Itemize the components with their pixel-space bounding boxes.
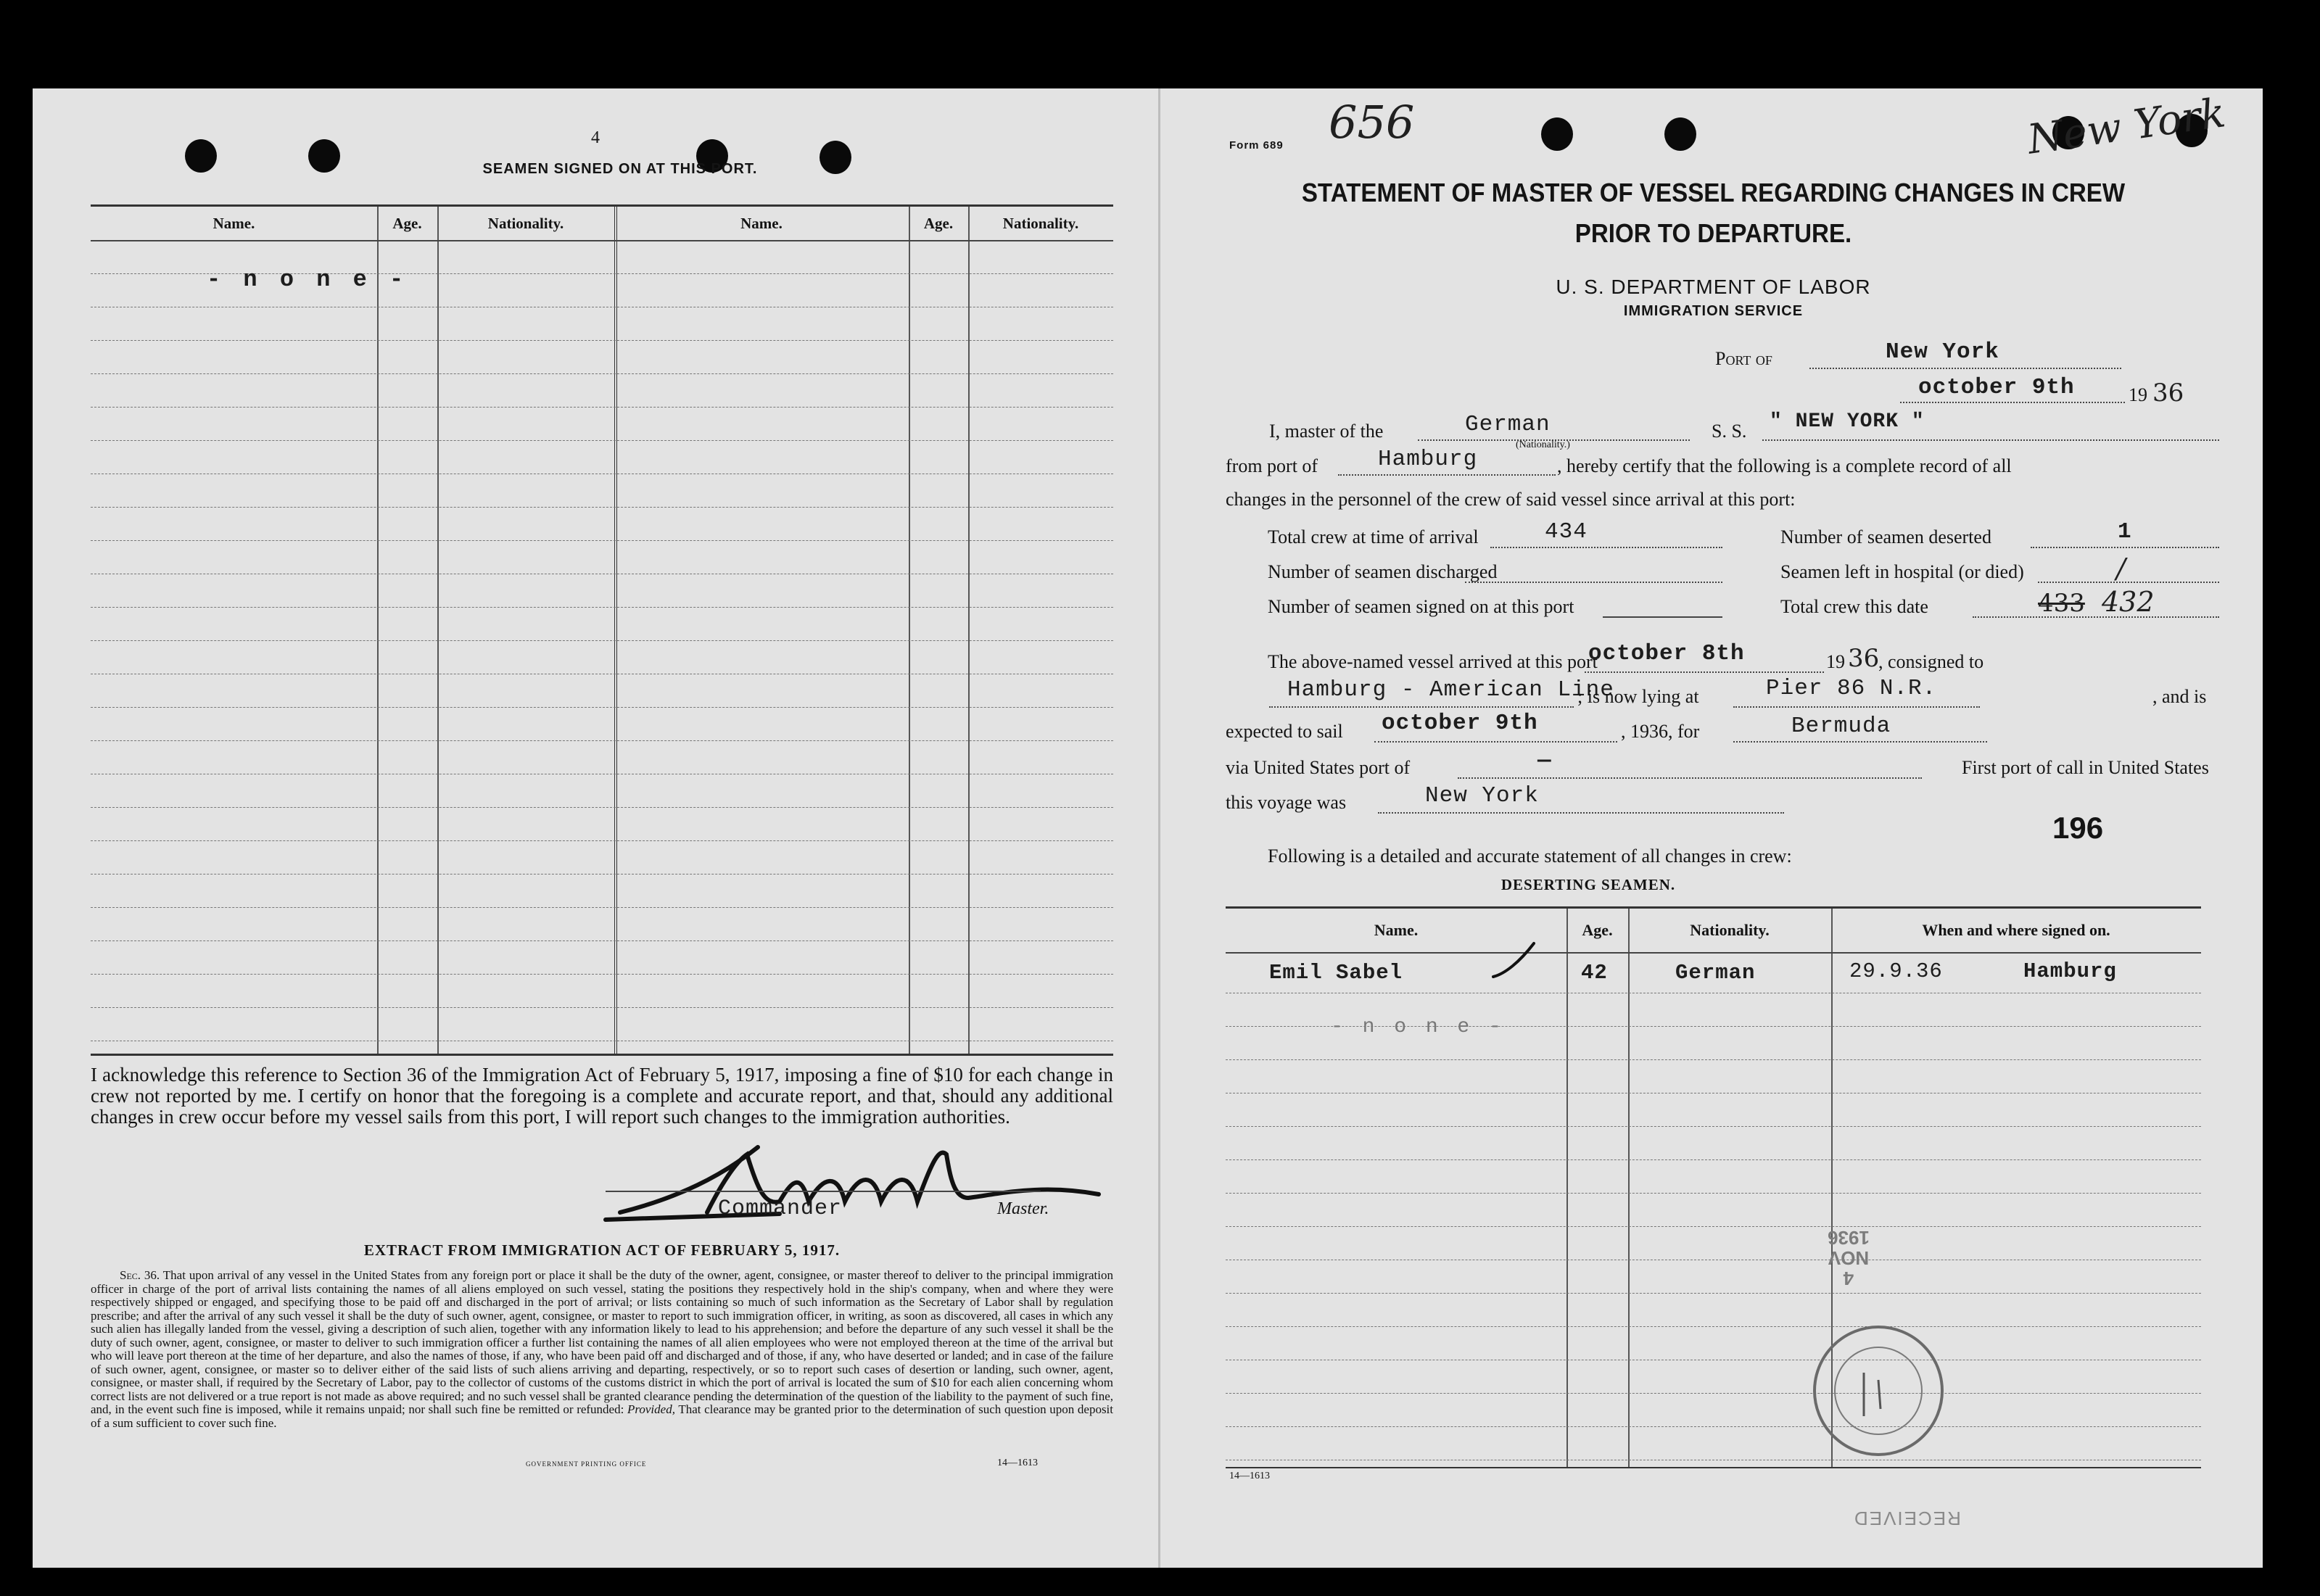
from-port-value: Hamburg	[1378, 447, 1478, 472]
table-rule-line	[91, 974, 1113, 975]
header-name: Name.	[614, 207, 909, 241]
port-of-line	[1809, 368, 2121, 369]
extract-proviso-lead: Provided,	[627, 1402, 675, 1416]
following-text: Following is a detailed and accurate statement of all changes in crew:	[1268, 845, 1792, 867]
official-seal-stamp	[1795, 1315, 1962, 1460]
extract-section: Sec. 36.	[120, 1268, 160, 1282]
title-line-1: STATEMENT OF MASTER OF VESSEL REGARDING CHANGES IN CREW	[1301, 178, 2126, 207]
table-rule-line	[91, 607, 1113, 608]
form-label: Form 689	[1229, 139, 1284, 152]
checkmark-icon	[1490, 940, 1541, 984]
header-nationality: Nationality.	[968, 207, 1113, 241]
header-nationality: Nationality.	[437, 207, 614, 241]
table-row	[1226, 956, 2201, 993]
consigned-text: , consigned to	[1878, 651, 1984, 672]
header-nationality: Nationality.	[1628, 909, 1831, 954]
table-rule-line	[91, 340, 1113, 341]
handwritten-number: 656	[1329, 96, 1415, 149]
table-rule-line	[1226, 1293, 2201, 1294]
left-page	[33, 88, 1160, 1568]
table-rule-line	[91, 540, 1113, 541]
table-rule-line	[1226, 1059, 2201, 1060]
hospital-line	[2038, 582, 2219, 583]
header-name: Name.	[1226, 909, 1566, 954]
table-rule-line	[91, 1007, 1113, 1008]
deserting-seamen-table	[1226, 906, 2201, 1468]
column-divider	[377, 207, 379, 1054]
via-text: via United States port of	[1226, 757, 1411, 778]
stamp-year: 1936	[1828, 1227, 1870, 1249]
department: U. S. DEPARTMENT OF LABOR	[1556, 276, 1871, 298]
none-entry: - n o n e -	[207, 266, 408, 293]
table-rule-line	[91, 840, 1113, 841]
total-crew-date-value: 432	[2102, 586, 2155, 618]
via-value: —	[1537, 748, 1552, 774]
consignee-line	[1269, 706, 1574, 708]
signature-line	[606, 1191, 1041, 1192]
via-line	[1458, 777, 1922, 779]
column-divider	[437, 207, 439, 1054]
extract-proviso: That clearance may be granted prior to the determination of such question upon deposit of a sum sufficient to cover such fine.	[91, 1402, 1114, 1430]
total-crew-arrival-label: Total crew at time of arrival	[1268, 526, 1479, 547]
consignee: Hamburg - American Line	[1287, 677, 1614, 703]
printing-office: GOVERNMENT PRINTING OFFICE	[526, 1460, 647, 1468]
signed-on-line	[1603, 616, 1722, 618]
first-port-text: First port of call in United States	[1962, 757, 2209, 778]
from-port-label: from port of	[1226, 455, 1318, 476]
cell-age: 42	[1581, 961, 1608, 985]
header-age: Age.	[377, 207, 437, 241]
form-title	[1265, 173, 2162, 254]
date-line	[1900, 402, 2125, 403]
sail-year: , 1936, for	[1621, 721, 1700, 742]
table-rule-line	[91, 440, 1113, 441]
destination: Bermuda	[1791, 714, 1891, 739]
deserted-line	[2031, 547, 2219, 548]
page-number: 4	[591, 128, 600, 147]
date-stamp	[1828, 1228, 1870, 1289]
punch-hole	[1664, 117, 1696, 151]
service: IMMIGRATION SERVICE	[1623, 303, 1804, 319]
punch-hole	[1541, 117, 1573, 151]
cell-date: 29.9.36	[1849, 959, 1943, 983]
voyage-line	[1378, 812, 1784, 814]
deserted-value: 1	[2118, 519, 2132, 545]
column-divider	[909, 207, 910, 1054]
arrived-date: october 8th	[1588, 641, 1745, 666]
seamen-signed-on-table	[91, 204, 1113, 1056]
table-rule-line	[91, 507, 1113, 508]
column-divider	[614, 207, 617, 1054]
voyage-value: New York	[1425, 783, 1539, 809]
table-rule-line	[1226, 1393, 2201, 1394]
table-rule-line	[1226, 1126, 2201, 1127]
ship-line	[1762, 439, 2219, 441]
arrived-year-suffix: 36	[1848, 644, 1880, 673]
ship-name: " NEW YORK "	[1770, 410, 1925, 433]
pier: Pier 86 N.R.	[1766, 676, 1937, 701]
table-rule-line	[91, 407, 1113, 408]
port-of-value: New York	[1886, 339, 1999, 365]
pier-line	[1733, 706, 1980, 708]
sail-date: october 9th	[1382, 711, 1538, 736]
table-rule-line	[91, 807, 1113, 808]
hospital-label: Seamen left in hospital (or died)	[1780, 561, 2024, 582]
section-title: SEAMEN SIGNED ON AT THIS PORT.	[482, 161, 758, 177]
discharged-line	[1465, 582, 1722, 583]
date-year-suffix: 36	[2152, 379, 2184, 408]
table-rule-line	[91, 640, 1113, 641]
form-number: 14—1613	[1229, 1471, 1270, 1481]
table-rule-line	[91, 740, 1113, 741]
total-crew-date-line	[1973, 616, 2219, 618]
hospital-value: /	[2116, 553, 2126, 584]
changes-text: changes in the personnel of the crew of said vessel since arrival at this port:	[1226, 489, 1796, 510]
table-rule-line	[1226, 1426, 2201, 1427]
extract-title: EXTRACT FROM IMMIGRATION ACT OF FEBRUARY 5, 1917.	[363, 1241, 841, 1259]
table-rule-line	[91, 707, 1113, 708]
cell-nationality: German	[1675, 961, 1756, 985]
arrived-year-prefix: 19	[1826, 651, 1845, 672]
master-label: I, master of the	[1269, 421, 1384, 442]
date-year-prefix: 19	[2129, 384, 2147, 405]
title-line-2: PRIOR TO DEPARTURE.	[1574, 218, 1852, 248]
handwritten-port: New York	[2024, 89, 2229, 164]
none-entry: - n o n e -	[1331, 1016, 1505, 1038]
master-signature	[591, 1133, 1142, 1227]
header-age: Age.	[1566, 909, 1628, 954]
lying-text: ; is now lying at	[1577, 686, 1699, 707]
deserted-label: Number of seamen deserted	[1780, 526, 1991, 547]
acknowledgment-text: I acknowledge this reference to Section 36 of the Immigration Act of February 5, 1917, imposing a fine of $10 for each change in crew not reported by me. I certify on honor that the foregoing is a complete and accurate report, and that, should any additional changes in crew occur before my vessel sails from this port, I will report such changes to the immigration authorities.	[91, 1064, 1113, 1128]
arrived-line	[1585, 671, 1824, 673]
discharged-label: Number of seamen discharged	[1268, 561, 1498, 582]
expected-text: expected to sail	[1226, 721, 1343, 742]
punch-hole	[820, 141, 851, 174]
ss-label: S. S.	[1712, 421, 1747, 442]
sail-date-line	[1374, 741, 1617, 743]
table-rule-line	[1226, 1193, 2201, 1194]
stamp-month: NOV	[1828, 1247, 1870, 1269]
table-rule-line	[91, 373, 1113, 374]
header-signed-on: When and where signed on.	[1831, 909, 2201, 954]
table-rule-line	[1226, 1326, 2201, 1327]
from-port-line	[1338, 474, 1556, 476]
stamp-day: 4	[1843, 1268, 1854, 1289]
nationality-caption: (Nationality.)	[1516, 439, 1570, 450]
punch-hole	[308, 139, 340, 173]
column-divider	[968, 207, 970, 1054]
table-rule-line	[1226, 1159, 2201, 1160]
right-page	[1160, 88, 2263, 1568]
extract-text	[91, 1269, 1113, 1430]
punch-hole	[185, 139, 217, 173]
voyage-text: this voyage was	[1226, 792, 1347, 813]
table-rule-line	[91, 940, 1113, 941]
cell-name: Emil Sabel	[1269, 961, 1403, 985]
signed-on-label: Number of seamen signed on at this port	[1268, 596, 1574, 617]
destination-line	[1733, 741, 1987, 743]
received-stamp: RECEIVED	[1853, 1508, 1961, 1529]
extract-body: That upon arrival of any vessel in the United States from any foreign port or place it shall be the duty of the owner, agent, consignee, or master thereof to deliver to the principal immigration officer in charge of the port of arrival lists containing the names of all aliens employed on such vessel, stating the positions they respectively hold in the ship's company, when and where they were respectively shipped or engaged, and specifying those to be paid off and discharged in the port of arrival; or lists containing so much of such information as the Secretary of Labor shall by regulation prescribe; and after the arrival of any such vessel it shall be the duty of such owner, agent, consignee, or master to report to such immigration officer, in writing, as soon as discovered, all cases in which any such alien has illegally landed from the vessel, giving a description of such alien, together with any information likely to lead to his apprehension; and before the departure of any such vessel it shall be the duty of such owner, agent, consignee, or master to deliver to such immigration officer a further list containing the names of all alien employees who were not employed thereon at the time of the arrival but who will leave port thereon at the time of her departure, and also the names of those, if any, who have been paid off and discharged and of those, if any, who have deserted or landed; and in case of the failure of such owner, agent, consignee, or master so to deliver either of the said lists of such aliens arriving and departing, respectively, or so to report such cases of desertion or landing, such owner, agent, consignee, or master shall, if required by the Secretary of Labor, pay to the collector of customs of the customs district in which the port of arrival is located the sum of $10 for each alien concerning whom correct lists are not delivered or a true report is not made as above required; and no such vessel shall be granted clearance pending the determination of the question of the liability to the payment of such fine, and, in the event such fine is imposed, while it remains unpaid; nor shall such fine be remitted or refunded:	[91, 1268, 1114, 1416]
date-value: october 9th	[1918, 375, 2075, 400]
arrived-text: The above-named vessel arrived at this port	[1268, 651, 1598, 672]
signature-role: Master.	[997, 1199, 1049, 1218]
header-name: Name.	[91, 207, 377, 241]
certify-text: , hereby certify that the following is a complete record of all	[1557, 455, 2012, 476]
table-rule-line	[91, 874, 1113, 875]
and-is-text: , and is	[2152, 686, 2207, 707]
total-crew-arrival-line	[1490, 547, 1722, 548]
form-number: 14—1613	[997, 1458, 1038, 1468]
total-crew-struck: 433	[2038, 589, 2085, 618]
port-of-label: Port of	[1715, 348, 1772, 369]
signature-title: Commander	[718, 1196, 843, 1221]
table-rule-line	[1226, 1226, 2201, 1227]
nationality-value: German	[1465, 412, 1551, 437]
header-age: Age.	[909, 207, 968, 241]
total-crew-date-label: Total crew this date	[1780, 596, 1928, 617]
table-rule-line	[91, 907, 1113, 908]
stamped-number: 196	[2052, 811, 2104, 845]
cell-place: Hamburg	[2023, 959, 2117, 983]
deserting-title: DESERTING SEAMEN.	[1500, 876, 1676, 893]
total-crew-arrival-value: 434	[1545, 519, 1588, 545]
